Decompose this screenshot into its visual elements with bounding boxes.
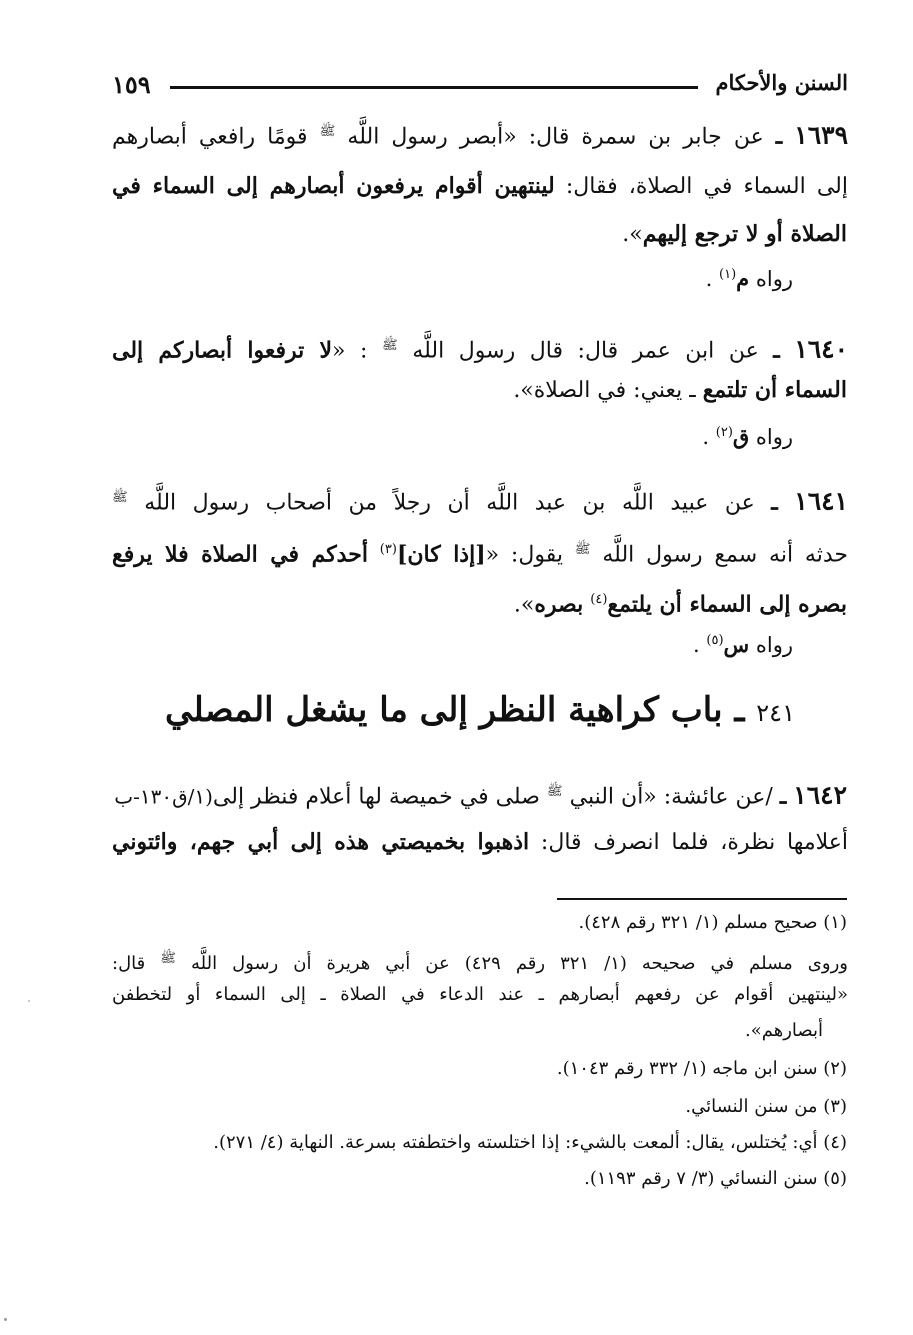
hadith-number: ١٦٤١ (794, 486, 848, 516)
hadith-1640-source: رواه ق$^{(٢)}$ . (702, 424, 793, 449)
footnote-ref: (٢) (715, 425, 733, 440)
salla-icon: ﷺ (160, 951, 176, 966)
footnote-1-line-2: وروى مسلم في صحيحه (١/ ٣٢١ رقم ٤٢٩) عن أبي هريرة أن رسول اللَّه $^ﷺ$ قال: (112, 951, 848, 974)
footnote-1-line-3: «لينتهين أقوام عن رفعهم أبصارهم ـ عند الدعاء في الصلاة ـ إلى السماء أو لتخطفن (112, 984, 848, 1005)
footnote-3: (٣) من سنن النسائي. (685, 1096, 847, 1117)
salla-icon: ﷺ (382, 338, 398, 353)
hadith-1640-line-1: ١٦٤٠ ـ عن ابن عمر قال: قال رسول اللَّه $^ﷺ$ : «لا ترفعوا أبصاركم إلى (112, 334, 849, 364)
hadith-1639-source: رواه م$^{(١)}$ . (705, 266, 793, 291)
salla-icon: ﷺ (112, 490, 128, 505)
hadith-number: ١٦٣٩ (794, 120, 849, 150)
page-number: ١٥٩ (112, 70, 151, 99)
page-header (112, 70, 848, 106)
chapter-title: ـ باب كراهية النظر إلى ما يشغل المصلي (165, 690, 745, 730)
hadith-1642-line-1: ١٦٤٢ ـ /عن عائشة: «أن النبي $^ﷺ$ صلى في خميصة لها أعلام فنظر إلى(١/ق١٣٠-ب (114, 780, 847, 810)
hadith-1640-line-2: السماء أن تلتمع ـ يعني: في الصلاة». (513, 377, 847, 403)
hadith-number: ١٦٤٠ (794, 334, 849, 364)
footnote-4: (٤) أي: يُختلس، يقال: ألمعت بالشيء: إذا اختلسته واختطفته بسرعة. النهاية (٤/ ٢٧١). (213, 1132, 847, 1153)
salla-icon: ﷺ (574, 542, 591, 557)
footnote-5: (٥) سنن النسائي (٣/ ٧ رقم ١١٩٣). (584, 1168, 847, 1189)
hadith-1641-line-3: بصره إلى السماء أن يلتمع$^{(٤)}$ بصره». (513, 591, 847, 618)
salla-icon: ﷺ (546, 784, 563, 799)
hadith-1639-line-1: ١٦٣٩ ـ عن جابر بن سمرة قال: «أبصر رسول اللَّه $^ﷺ$ قومًا رافعي أبصارهم (112, 120, 849, 150)
hadith-1641-line-1: ١٦٤١ ـ عن عبيد اللَّه بن عبد اللَّه أن رجلاً من أصحاب رسول اللَّه $^ﷺ$ (112, 486, 848, 516)
hadith-1639-line-2: إلى السماء في الصلاة، فقال: لينتهين أقوام يرفعون أبصارهم إلى السماء في (112, 173, 848, 199)
footnote-ref: (٥) (706, 633, 724, 648)
running-title: السنن والأحكام (715, 70, 848, 95)
footnote-ref: (٤) (590, 592, 608, 607)
header-rule (170, 86, 698, 89)
chapter-heading (112, 690, 848, 730)
scan-speck (4, 1318, 7, 1321)
footnote-rule (557, 898, 847, 900)
footnote-ref: (٣) (379, 542, 397, 557)
chapter-number: ٢٤١ (756, 699, 795, 727)
hadith-1641-line-2: حدثه أنه سمع رسول اللَّه $^ﷺ$ يقول: «[إذا كان]$^{(٣)}$ أحدكم في الصلاة فلا يرفع (112, 541, 848, 568)
hadith-1641-source: رواه س$^{(٥)}$ . (693, 632, 793, 657)
scan-speck (28, 1000, 30, 1002)
manuscript-margin-ref: (١/ق١٣٠-ب (114, 784, 213, 809)
footnote-ref: (١) (719, 267, 737, 282)
footnote-2: (٢) سنن ابن ماجه (١/ ٣٣٢ رقم ١٠٤٣). (556, 1058, 847, 1079)
hadith-1639-line-3: الصلاة أو لا ترجع إليهم». (622, 221, 847, 247)
footnote-1: (١) صحيح مسلم (١/ ٣٢١ رقم ٤٢٨). (578, 912, 847, 933)
salla-icon: ﷺ (319, 124, 336, 139)
footnote-1-line-4: أبصارهم». (744, 1020, 823, 1041)
hadith-number: ١٦٤٢ (793, 780, 847, 810)
hadith-1642-line-2: أعلامها نظرة، فلما انصرف قال: اذهبوا بخميصتي هذه إلى أبي جهم، وائتوني (112, 829, 848, 855)
